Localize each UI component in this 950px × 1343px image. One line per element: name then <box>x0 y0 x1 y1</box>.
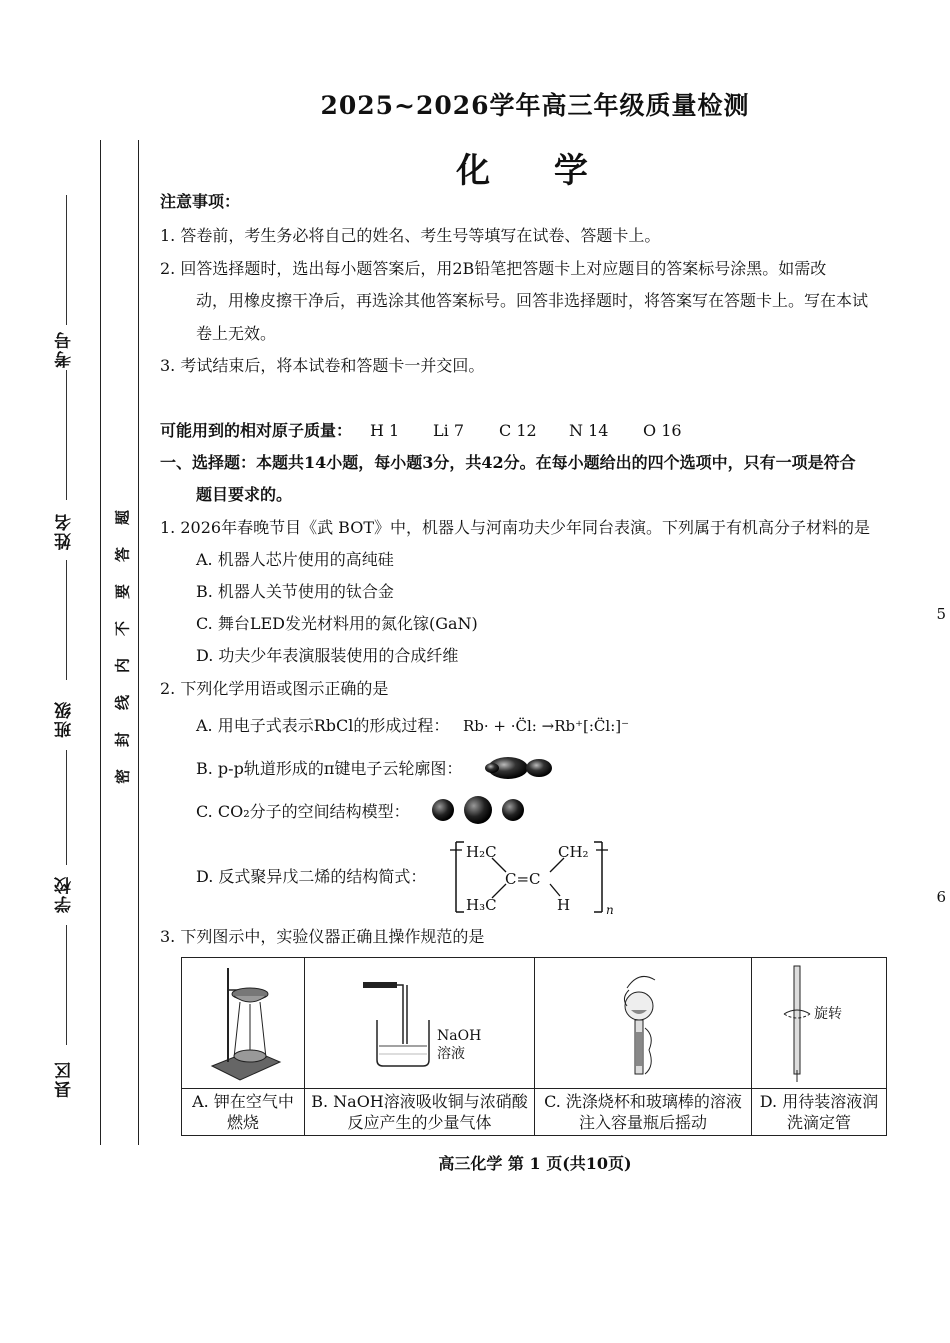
question-1-option-d: D. 功夫少年表演服装使用的合成纤维 <box>196 646 459 665</box>
potassium-burning-apparatus <box>182 958 304 1088</box>
question-2-stem: 2. 下列化学用语或图示正确的是 <box>160 679 389 698</box>
caption-a <box>182 1089 305 1136</box>
caption-b-text: B. NaOH溶液吸收铜与浓硝酸反应产生的少量气体 <box>311 1092 528 1132</box>
notice-item: 卷上无效。 <box>196 324 277 343</box>
seal-char: 题 <box>113 510 132 526</box>
class-label: 班级 <box>55 700 75 738</box>
atomic-mass-label: 可能用到的相对原子质量： <box>160 421 353 440</box>
rotate-label: 旋转 <box>814 1006 842 1022</box>
atomic-mass-li: Li 7 <box>433 421 465 440</box>
caption-d-text: D. 用待装溶液润洗滴定管 <box>759 1092 879 1132</box>
group-c-double-c: C=C <box>505 870 541 888</box>
exam-number-blank <box>66 195 67 325</box>
electron-formula: Rb· + ·C̈l: →Rb⁺[:C̈l:]⁻ <box>463 717 630 735</box>
question-1-option-a: A. 机器人芯片使用的高纯硅 <box>196 550 394 569</box>
figure-cell-a <box>182 958 305 1089</box>
question-2-option-b: B. p-p轨道形成的π键电子云轮廓图： <box>196 759 463 778</box>
seal-char: 密 <box>113 769 132 785</box>
notice-item: 动，用橡皮擦干净后，再选涂其他答案标号。回答非选择题时，将答案写在答题卡上。写在本试 <box>196 291 869 310</box>
volumetric-flask-shaking <box>535 958 751 1088</box>
name-blank <box>66 560 67 680</box>
figure-cell-d <box>752 958 887 1089</box>
exam-title: 2025~2026学年高三年级质量检测 <box>320 91 750 120</box>
question-2-option-a: A. 用电子式表示RbCl的形成过程： <box>196 716 450 735</box>
section-heading-cont: 题目要求的。 <box>196 485 293 504</box>
section-heading: 一、选择题：本题共14小题，每小题3分，共42分。在每小题给出的四个选项中，只有一项是符合 <box>160 453 856 472</box>
notice-item: 1. 答卷前，考生务必将自己的姓名、考生号等填写在试卷、答题卡上。 <box>160 226 661 245</box>
group-h3c: H₃C <box>466 896 497 914</box>
seal-char: 不 <box>113 621 132 637</box>
binding-line-inner <box>138 140 139 1145</box>
question-1-option-c: C. 舞台LED发光材料用的氮化镓(GaN) <box>196 614 478 633</box>
group-h: H <box>557 896 571 914</box>
solution-label: 溶液 <box>437 1046 465 1062</box>
question-2-option-c: C. CO₂分子的空间结构模型： <box>196 802 410 821</box>
school-blank <box>66 925 67 1045</box>
class-blank <box>66 750 67 865</box>
name-label: 姓名 <box>55 512 75 550</box>
caption-c <box>535 1089 752 1136</box>
atomic-mass-n: N 14 <box>569 421 609 440</box>
binding-line-outer <box>100 140 101 1145</box>
question-1-option-b: B. 机器人关节使用的钛合金 <box>196 582 394 601</box>
edge-mark: 6 <box>936 888 946 906</box>
question-3-figure-table <box>181 957 887 1136</box>
figure-cell-c <box>535 958 752 1089</box>
subject-title: 化 学 <box>456 151 614 191</box>
edge-mark: 5 <box>936 605 946 623</box>
county-label: 县区 <box>55 1060 75 1098</box>
atomic-mass-h: H 1 <box>370 421 400 440</box>
seal-char: 线 <box>113 695 132 711</box>
group-ch2: CH₂ <box>558 843 589 861</box>
seal-char: 封 <box>113 732 132 748</box>
notice-heading: 注意事项： <box>160 192 241 211</box>
notice-item: 3. 考试结束后，将本试卷和答题卡一并交回。 <box>160 356 485 375</box>
question-2-option-d: D. 反式聚异戊二烯的结构简式： <box>196 867 427 886</box>
group-h2c: H₂C <box>466 843 497 861</box>
caption-b <box>305 1089 535 1136</box>
seal-char: 要 <box>113 584 132 600</box>
naoh-label: NaOH <box>437 1028 482 1044</box>
notice-item: 2. 回答选择题时，选出每小题答案后，用2B铅笔把答题卡上对应题目的答案标号涂黑。如需改 <box>160 259 827 278</box>
page-footer: 高三化学 第 1 页(共10页) <box>438 1154 632 1173</box>
caption-c-text: C. 洗涤烧杯和玻璃棒的溶液注入容量瓶后摇动 <box>544 1092 742 1132</box>
seal-char: 内 <box>113 658 132 674</box>
figure-cell-b <box>305 958 535 1089</box>
naoh-absorption-apparatus <box>305 958 534 1088</box>
school-label: 学校 <box>55 875 75 913</box>
atomic-mass-c: C 12 <box>499 421 537 440</box>
seal-char: 答 <box>113 547 132 563</box>
question-1-stem: 1. 2026年春晚节目《武 BOT》中，机器人与河南功夫少年同台表演。下列属于有机高分子材料的是 <box>160 518 871 537</box>
question-3-stem: 3. 下列图示中，实验仪器正确且操作规范的是 <box>160 927 485 946</box>
pi-bond-cloud-image <box>484 754 556 782</box>
subscript-n: n <box>606 903 614 917</box>
exam-number-blank-2 <box>66 370 67 500</box>
caption-d <box>752 1089 887 1136</box>
atomic-mass-o: O 16 <box>643 421 682 440</box>
caption-a-text: A. 钾在空气中燃烧 <box>192 1092 294 1132</box>
co2-model-image <box>428 795 528 825</box>
exam-number-label: 考号 <box>55 330 75 368</box>
